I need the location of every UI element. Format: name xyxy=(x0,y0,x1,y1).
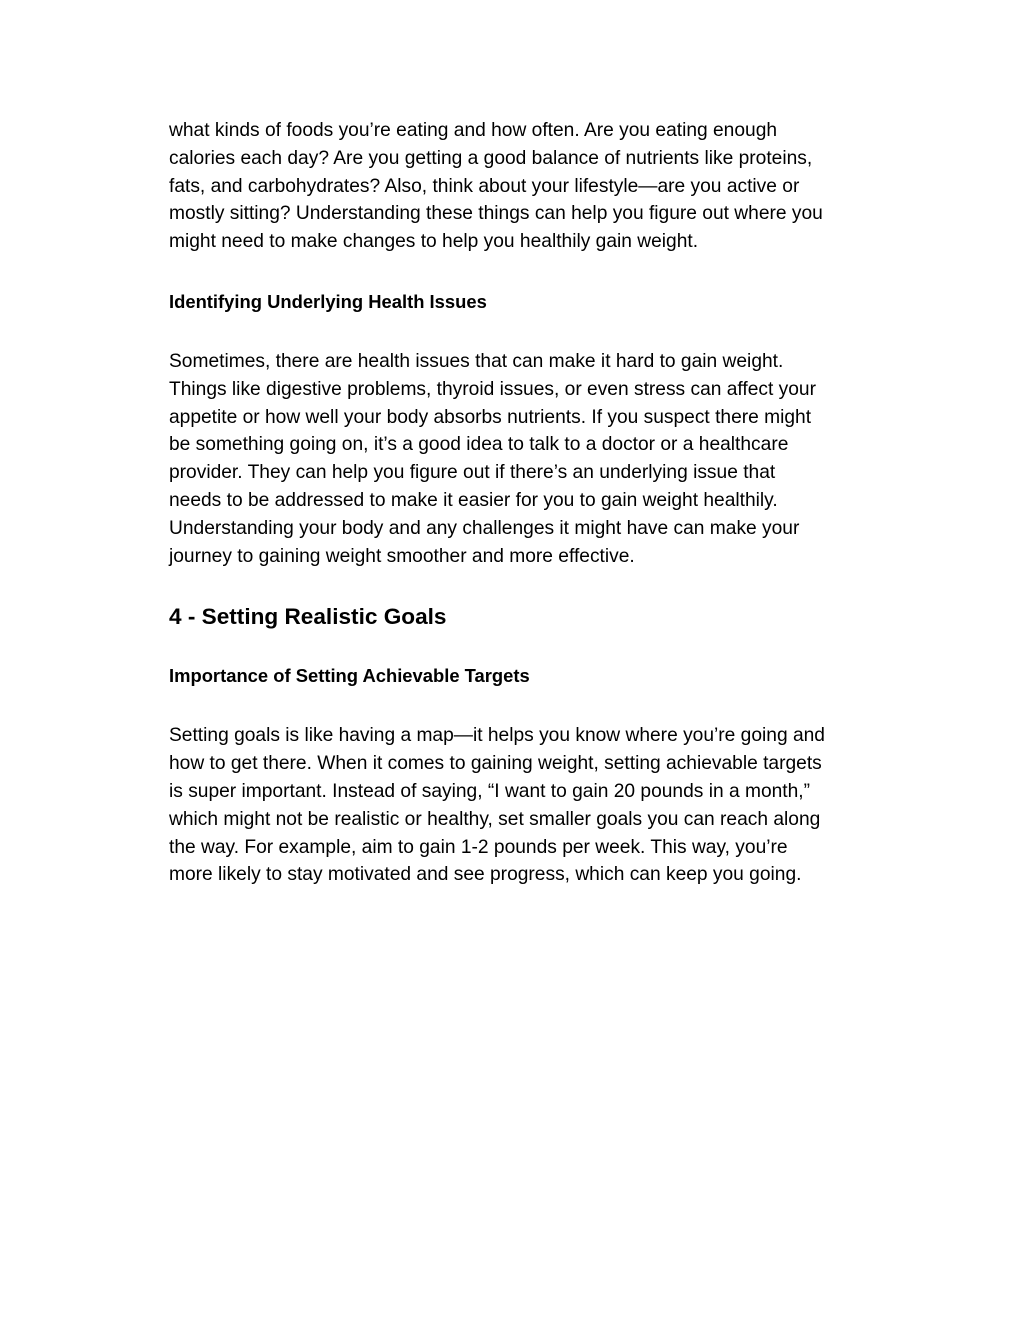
subheading-underlying-health-issues: Identifying Underlying Health Issues xyxy=(169,290,487,312)
section-heading-realistic-goals: 4 - Setting Realistic Goals xyxy=(169,604,447,630)
body-paragraph: Sometimes, there are health issues that can make it hard to gain weight. Things like digestive problems, thyroid issues, or even stress can affect your appetite or how well your body absorbs nutrients. If you suspect there might be something going on, it’s a good idea to talk to a doctor or a healthcare provider. They can help you figure out if there’s an underlying issue that needs to be addressed to make it easier for you to gain weight healthily. Understanding your body and any challenges it might have can make your journey to gaining weight smoother and more effective. xyxy=(169,350,816,567)
document-body xyxy=(169,117,859,889)
body-paragraph: Setting goals is like having a map—it helps you know where you’re going and how to get there. When it comes to gaining weight, setting achievable targets is super important. Instead of saying, “I want to gain 20 pounds in a month,” which might not be realistic or healthy, set smaller goals you can reach along the way. For example, aim to gain 1-2 pounds per week. This way, you’re more likely to stay motivated and see progress, which can keep you going. xyxy=(169,725,825,886)
subheading-achievable-targets: Importance of Setting Achievable Targets xyxy=(169,665,530,687)
body-paragraph: what kinds of foods you’re eating and how often. Are you eating enough calories each day? Are you getting a good balance of nutrients like proteins, fats, and carbohydrates? Also, think about your lifestyle—are you active or mostly sitting? Understanding these things can help you figure out where you might need to make changes to help you healthily gain weight. xyxy=(169,120,823,253)
